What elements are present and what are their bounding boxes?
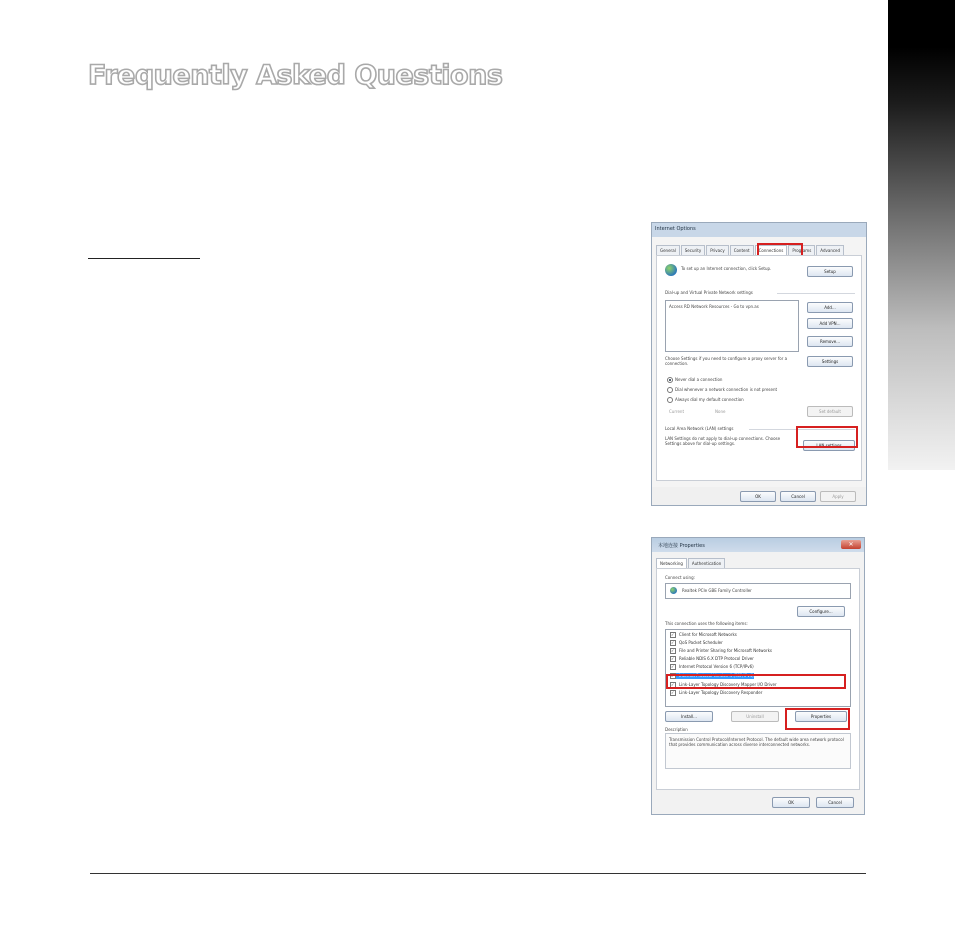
- settings-button[interactable]: Settings: [807, 356, 853, 367]
- tab-advanced[interactable]: Advanced: [816, 245, 844, 256]
- items-label: This connection uses the following items:: [665, 621, 748, 626]
- radio-always-dial[interactable]: [667, 397, 673, 403]
- lan-section-label: Local Area Network (LAN) settings: [665, 426, 734, 431]
- highlight-properties-button: [785, 708, 850, 730]
- close-icon[interactable]: ✕: [841, 540, 861, 549]
- radio-always-dial-label: Always dial my default connection: [675, 397, 744, 402]
- globe-icon: [665, 264, 677, 276]
- lan-settings-button[interactable]: LAN settings: [803, 440, 855, 451]
- vpn-section-label: Dial-up and Virtual Private Network settings: [665, 290, 753, 295]
- tab-security[interactable]: Security: [681, 245, 705, 256]
- tab-programs[interactable]: Programs: [788, 245, 815, 256]
- items-list[interactable]: [665, 629, 851, 707]
- setup-button[interactable]: Setup: [807, 266, 853, 277]
- list-item[interactable]: ✓ QoS Packet Scheduler: [671, 640, 723, 645]
- tab-networking[interactable]: Networking: [656, 558, 687, 569]
- adapter-box: [665, 583, 851, 599]
- add-vpn-button[interactable]: Add VPN...: [807, 318, 853, 329]
- highlight-lan-settings-button: [796, 426, 858, 448]
- description-label: Description: [665, 727, 688, 732]
- checkbox-icon[interactable]: ✓: [671, 673, 675, 678]
- settings-hint: Choose Settings if you need to configure a proxy server for a connection.: [665, 356, 788, 366]
- radio-never-dial[interactable]: [667, 377, 673, 383]
- apply-button[interactable]: Apply: [820, 491, 856, 502]
- checkbox-icon[interactable]: ✓: [671, 664, 675, 669]
- dialog-button-bar: [652, 487, 866, 505]
- add-button[interactable]: Add...: [807, 302, 853, 313]
- set-default-button[interactable]: Set default: [807, 406, 853, 417]
- list-item[interactable]: ✓ Reliable NDIS 6.X DTP Protocol Driver: [671, 656, 754, 661]
- checkbox-icon[interactable]: ✓: [671, 682, 675, 687]
- properties-button[interactable]: Properties: [795, 711, 847, 722]
- cancel-button[interactable]: Cancel: [780, 491, 816, 502]
- internet-options-screenshot: [651, 222, 867, 506]
- checkbox-icon[interactable]: ✓: [671, 640, 675, 645]
- remove-button[interactable]: Remove...: [807, 336, 853, 347]
- radio-dial-when-absent-label: Dial whenever a network connection is not present: [675, 387, 778, 392]
- list-item[interactable]: ✓ File and Printer Sharing for Microsoft Networks: [671, 648, 772, 653]
- list-item[interactable]: ✓ Link-Layer Topology Discovery Responder: [671, 690, 763, 695]
- uninstall-button[interactable]: Uninstall: [731, 711, 779, 722]
- window-title: Internet Options: [655, 226, 696, 232]
- highlight-tcpipv4-item: [666, 674, 846, 689]
- connection-properties-screenshot: [651, 537, 865, 815]
- ok-button[interactable]: OK: [772, 797, 810, 808]
- vpn-list-item[interactable]: Access RD Network Resources - Go to vpn.as: [669, 304, 759, 309]
- footer-rule: [90, 873, 866, 874]
- description-text: Transmission Control Protocol/Internet Protocol. The default wide area network protocol that provides communication across diverse interconnected networks.: [669, 737, 844, 747]
- page-title: Frequently Asked Questions: [88, 60, 503, 91]
- adapter-name: Realtek PCIe GBE Family Controller: [682, 588, 752, 593]
- intro-text: To set up an Internet connection, click Setup.: [681, 266, 772, 271]
- install-button[interactable]: Install...: [665, 711, 713, 722]
- divider: [777, 293, 855, 294]
- configure-button[interactable]: Configure...: [797, 606, 845, 617]
- ok-button[interactable]: OK: [740, 491, 776, 502]
- tab-connections[interactable]: Connections: [755, 245, 788, 256]
- list-item-selected[interactable]: ✓ Internet Protocol Version 4 (TCP/IPv4): [671, 673, 754, 678]
- radio-dial-when-absent[interactable]: [667, 387, 673, 393]
- checkbox-icon[interactable]: ✓: [671, 648, 675, 653]
- tab-privacy[interactable]: Privacy: [706, 245, 728, 256]
- list-item[interactable]: ✓ Internet Protocol Version 6 (TCP/IPv6): [671, 664, 754, 669]
- side-thumb-tab: [888, 0, 955, 470]
- checkbox-icon[interactable]: ✓: [671, 690, 675, 695]
- tab-content[interactable]: Content: [730, 245, 754, 256]
- radio-never-dial-label: Never dial a connection: [675, 377, 723, 382]
- cancel-button[interactable]: Cancel: [816, 797, 854, 808]
- lan-note: LAN Settings do not apply to dial-up connections. Choose Settings above for dial-up settings.: [665, 436, 781, 446]
- checkbox-icon[interactable]: ✓: [671, 656, 675, 661]
- vpn-connection-list[interactable]: [665, 300, 799, 352]
- section-underline: [88, 258, 200, 259]
- current-value: None: [715, 409, 726, 414]
- description-box: [665, 733, 851, 769]
- checkbox-icon[interactable]: ✓: [671, 632, 675, 637]
- tab-authentication[interactable]: Authentication: [688, 558, 725, 569]
- list-item[interactable]: ✓ Link-Layer Topology Discovery Mapper I/O Driver: [671, 682, 777, 687]
- tab-general[interactable]: General: [656, 245, 680, 256]
- list-item[interactable]: ✓ Client for Microsoft Networks: [671, 632, 737, 637]
- window-title: 本地连接 Properties: [658, 543, 705, 549]
- current-label: Current: [669, 409, 685, 414]
- network-adapter-icon: [670, 587, 677, 594]
- connect-using-label: Connect using:: [665, 575, 695, 580]
